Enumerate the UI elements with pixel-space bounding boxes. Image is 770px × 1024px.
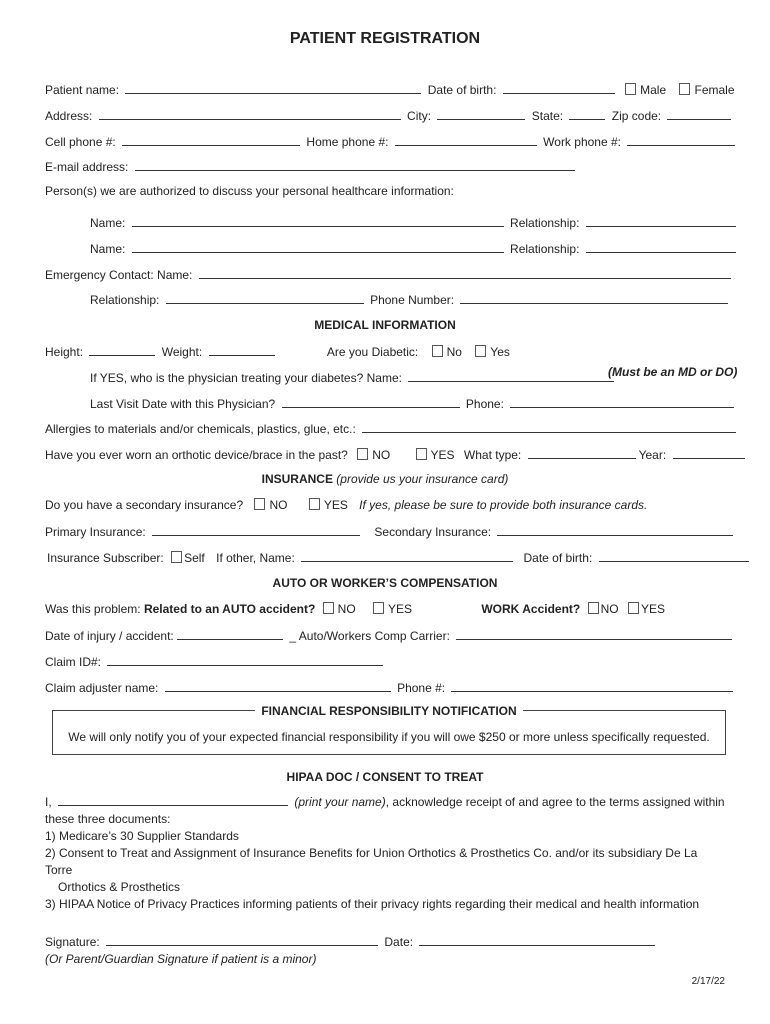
- physician-row: [90, 370, 617, 385]
- subscriber-row: [47, 550, 752, 565]
- print-name-note: (print your name): [294, 795, 386, 809]
- insurance-heading: INSURANCE: [261, 472, 333, 486]
- injury-date-field[interactable]: [177, 628, 283, 640]
- orthotic-no-checkbox[interactable]: [357, 448, 368, 460]
- hipaa-line-1: [45, 794, 725, 811]
- email-field[interactable]: [135, 159, 575, 171]
- auth-relationship-field[interactable]: [586, 215, 736, 227]
- work-yes-label: YES: [640, 602, 665, 616]
- state-field[interactable]: [569, 108, 605, 120]
- auth-relationship-label: Relationship:: [510, 242, 580, 256]
- hipaa-item-2: 2) Consent to Treat and Assignment of Insurance Benefits for Union Orthotics & Prosthetics Co. and/or its subsidiary De La Torre: [45, 846, 698, 877]
- auth-name-field[interactable]: [132, 241, 504, 253]
- allergies-label: Allergies to materials and/or chemicals, plastics, glue, etc.:: [45, 422, 356, 436]
- auto-no-checkbox[interactable]: [323, 602, 334, 614]
- male-checkbox[interactable]: [625, 83, 636, 95]
- emergency-phone-field[interactable]: [460, 292, 728, 304]
- email-row: [45, 159, 578, 174]
- height-weight-row: [45, 344, 510, 359]
- last-visit-field[interactable]: [282, 396, 460, 408]
- financial-heading: FINANCIAL RESPONSIBILITY NOTIFICATION: [255, 704, 522, 718]
- diabetic-label: Are you Diabetic:: [326, 345, 419, 359]
- address-row: [45, 108, 734, 123]
- patient-name-label: Patient name:: [45, 83, 120, 97]
- female-label: Female: [694, 83, 735, 97]
- home-phone-field[interactable]: [395, 134, 537, 146]
- physician-field[interactable]: [408, 370, 614, 382]
- auth-relationship-field[interactable]: [586, 241, 736, 253]
- insurance-heading-row: [0, 472, 770, 486]
- emergency-detail-row: [90, 292, 731, 307]
- if-other-label: If other, Name:: [216, 551, 295, 565]
- height-label: Height:: [45, 345, 84, 359]
- signature-field[interactable]: [106, 934, 378, 946]
- year-field[interactable]: [673, 447, 745, 459]
- home-phone-label: Home phone #:: [306, 135, 389, 149]
- injury-row: [45, 628, 735, 643]
- adjuster-phone-field[interactable]: [451, 680, 733, 692]
- print-name-field[interactable]: [58, 794, 288, 806]
- signature-date-label: Date:: [384, 935, 414, 949]
- email-label: E-mail address:: [45, 160, 129, 174]
- claim-id-field[interactable]: [107, 654, 383, 666]
- signature-row: [45, 934, 658, 949]
- secondary-insurance-label: Secondary Insurance:: [374, 525, 492, 539]
- work-question: WORK Accident?: [481, 602, 581, 616]
- financial-text: We will only notify you of your expected financial responsibility if you will owe $250 or more unless specifically requested.: [68, 730, 710, 744]
- zip-field[interactable]: [667, 108, 731, 120]
- physician-phone-field[interactable]: [510, 396, 734, 408]
- work-phone-label: Work phone #:: [543, 135, 621, 149]
- emergency-relationship-field[interactable]: [166, 292, 364, 304]
- subscriber-name-field[interactable]: [301, 550, 513, 562]
- last-visit-row: [90, 396, 737, 411]
- diabetic-yes-label: Yes: [490, 345, 510, 359]
- city-label: City:: [407, 109, 432, 123]
- secondary-no-checkbox[interactable]: [254, 498, 265, 510]
- allergies-row: [45, 421, 739, 436]
- subscriber-self-checkbox[interactable]: [171, 551, 182, 563]
- cell-phone-label: Cell phone #:: [45, 135, 116, 149]
- auto-yes-label: YES: [388, 602, 413, 616]
- carrier-field[interactable]: [456, 628, 732, 640]
- subscriber-self-label: Self: [184, 551, 205, 565]
- work-phone-field[interactable]: [627, 134, 735, 146]
- patient-name-field[interactable]: [125, 82, 421, 94]
- phones-row: [45, 134, 738, 149]
- carrier-label: _ Auto/Workers Comp Carrier:: [289, 629, 450, 643]
- insurance-names-row: [45, 524, 736, 539]
- allergies-field[interactable]: [362, 421, 736, 433]
- page-title: PATIENT REGISTRATION: [289, 30, 481, 47]
- diabetic-yes-checkbox[interactable]: [475, 345, 486, 357]
- hipaa-line-2: these three documents:: [45, 812, 171, 826]
- work-yes-checkbox[interactable]: [628, 602, 639, 614]
- secondary-yes-label: YES: [323, 498, 348, 512]
- patient-name-row: [45, 82, 735, 97]
- accident-row: [45, 602, 665, 616]
- hipaa-item-1: 1) Medicare’s 30 Supplier Standards: [45, 829, 239, 843]
- cell-phone-field[interactable]: [122, 134, 300, 146]
- was-this-label: Was this problem:: [45, 602, 141, 616]
- physician-note: (Must be an MD or DO): [608, 365, 738, 379]
- injury-date-label: Date of injury / accident:: [45, 629, 174, 643]
- auth-name-label: Name:: [90, 216, 126, 230]
- orthotic-no-label: NO: [372, 448, 391, 462]
- zip-label: Zip code:: [611, 109, 662, 123]
- dob-label: Date of birth:: [427, 83, 497, 97]
- secondary-yes-checkbox[interactable]: [309, 498, 320, 510]
- secondary-insurance-field[interactable]: [497, 524, 733, 536]
- authorized-persons-text: Person(s) we are authorized to discuss your personal healthcare information:: [45, 184, 454, 198]
- secondary-insurance-row: [45, 498, 647, 512]
- subscriber-label: Insurance Subscriber:: [47, 551, 164, 565]
- work-no-label: NO: [600, 602, 619, 616]
- auto-heading: AUTO OR WORKER’S COMPENSATION: [272, 576, 498, 590]
- adjuster-field[interactable]: [165, 680, 391, 692]
- adjuster-label: Claim adjuster name:: [45, 681, 159, 695]
- emergency-name-label: Emergency Contact: Name:: [45, 268, 193, 282]
- what-type-field[interactable]: [528, 447, 636, 459]
- diabetic-no-checkbox[interactable]: [432, 345, 443, 357]
- medical-heading: MEDICAL INFORMATION: [314, 318, 456, 332]
- what-type-label: What type:: [463, 448, 522, 462]
- hipaa-heading: HIPAA DOC / CONSENT TO TREAT: [286, 770, 484, 784]
- secondary-note: If yes, please be sure to provide both insurance cards.: [359, 498, 648, 512]
- emergency-phone-label: Phone Number:: [370, 293, 455, 307]
- hipaa-consent: [45, 794, 725, 913]
- secondary-no-label: NO: [269, 498, 288, 512]
- acknowledge-text: , acknowledge receipt of and agree to the terms assigned within: [385, 795, 725, 809]
- primary-insurance-field[interactable]: [152, 524, 360, 536]
- orthotic-row: [45, 447, 748, 462]
- orthotic-label: Have you ever worn an orthotic device/brace in the past?: [45, 448, 348, 462]
- weight-label: Weight:: [161, 345, 203, 359]
- primary-insurance-label: Primary Insurance:: [45, 525, 146, 539]
- physician-phone-label: Phone:: [465, 397, 504, 411]
- hipaa-item-3: 3) HIPAA Notice of Privacy Practices informing patients of their privacy rights regarding their medical and health information: [45, 897, 700, 911]
- subscriber-dob-label: Date of birth:: [523, 551, 593, 565]
- financial-notification-box: [52, 704, 726, 755]
- weight-field[interactable]: [209, 344, 275, 356]
- orthotic-yes-label: YES: [430, 448, 455, 462]
- adjuster-phone-label: Phone #:: [397, 681, 446, 695]
- city-field[interactable]: [437, 108, 525, 120]
- signature-label: Signature:: [45, 935, 100, 949]
- dob-field[interactable]: [503, 82, 615, 94]
- auto-yes-checkbox[interactable]: [373, 602, 384, 614]
- emergency-name-field[interactable]: [199, 267, 731, 279]
- claim-id-row: [45, 654, 386, 669]
- address-label: Address:: [45, 109, 93, 123]
- diabetic-no-label: No: [446, 345, 462, 359]
- guardian-note: (Or Parent/Guardian Signature if patient is a minor): [45, 952, 317, 966]
- authorized-person-row: [90, 215, 739, 230]
- auth-relationship-label: Relationship:: [510, 216, 580, 230]
- signature-date-field[interactable]: [419, 934, 655, 946]
- auto-no-label: NO: [337, 602, 356, 616]
- emergency-relationship-label: Relationship:: [90, 293, 160, 307]
- female-checkbox[interactable]: [679, 83, 690, 95]
- auth-name-label: Name:: [90, 242, 126, 256]
- auto-question: Related to an AUTO accident?: [143, 602, 316, 616]
- authorized-person-row: [90, 241, 739, 256]
- orthotic-yes-checkbox[interactable]: [416, 448, 427, 460]
- i-label: I,: [45, 795, 52, 809]
- subscriber-dob-field[interactable]: [599, 550, 749, 562]
- insurance-heading-note: (provide us your insurance card): [336, 472, 509, 486]
- auth-name-field[interactable]: [132, 215, 504, 227]
- height-field[interactable]: [89, 344, 155, 356]
- claim-id-label: Claim ID#:: [45, 655, 102, 669]
- hipaa-item-2b: Orthotics & Prosthetics: [58, 880, 181, 894]
- work-no-checkbox[interactable]: [588, 602, 599, 614]
- physician-label: If YES, who is the physician treating your diabetes? Name:: [90, 371, 402, 385]
- emergency-contact-row: [45, 267, 734, 282]
- secondary-question: Do you have a secondary insurance?: [45, 498, 244, 512]
- address-field[interactable]: [99, 108, 401, 120]
- last-visit-label: Last Visit Date with this Physician?: [90, 397, 276, 411]
- male-label: Male: [640, 83, 667, 97]
- year-label: Year:: [638, 448, 667, 462]
- state-label: State:: [531, 109, 564, 123]
- footer-date: 2/17/22: [691, 976, 725, 987]
- adjuster-row: [45, 680, 736, 695]
